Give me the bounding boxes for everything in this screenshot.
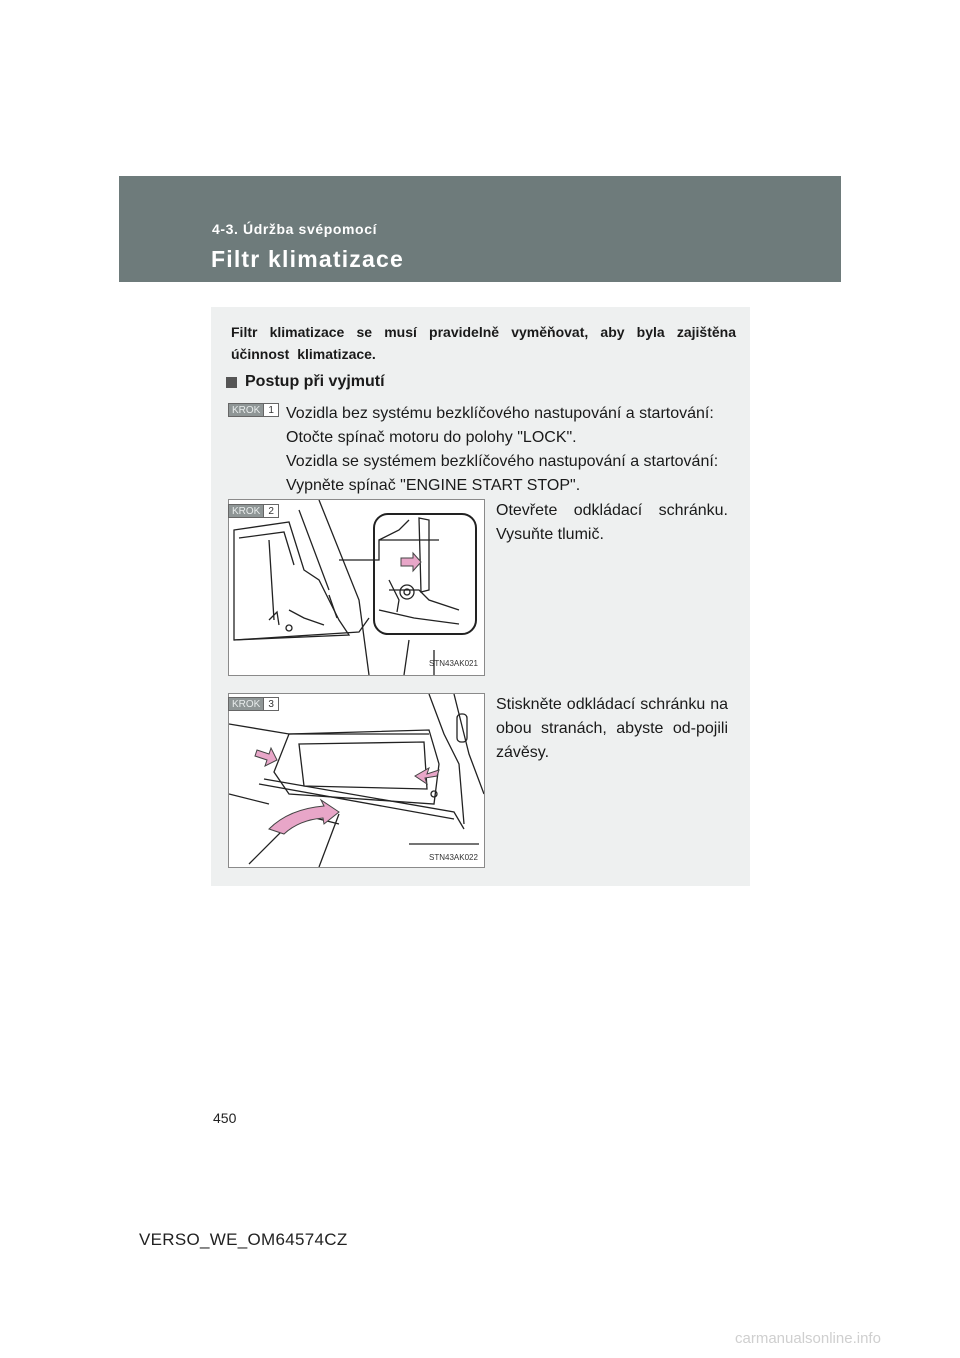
content-panel bbox=[211, 307, 750, 886]
step-badge-number: 3 bbox=[264, 697, 279, 711]
footer-code: VERSO_WE_OM64574CZ bbox=[139, 1230, 348, 1249]
page-number: 450 bbox=[213, 1110, 237, 1126]
square-bullet-icon bbox=[226, 377, 237, 388]
step-2-text: Otevřete odkládací schránku. Vysuňte tlumič. bbox=[496, 502, 728, 543]
step-badge-number: 2 bbox=[264, 504, 279, 518]
section-title: 4-3. Údržba svépomocí bbox=[212, 221, 378, 237]
watermark: carmanualsonline.info bbox=[735, 1330, 881, 1347]
lower-arrow-icon bbox=[269, 800, 339, 834]
step-1-line: Vozidla bez systému bezklíčového nastupování a startování: bbox=[286, 405, 714, 422]
step-3-text: Stiskněte odkládací schránku na obou stranách, abyste od-pojili závěsy. bbox=[496, 696, 728, 761]
push-arrow-left-icon bbox=[255, 748, 277, 766]
page-title: Filtr klimatizace bbox=[211, 246, 404, 272]
subheading-label: Postup při vyjmutí bbox=[245, 373, 385, 390]
step-1-text bbox=[286, 402, 736, 498]
chapter-header bbox=[119, 176, 841, 282]
step-1-line: Vypněte spínač "ENGINE START STOP". bbox=[286, 477, 581, 494]
intro-text: Filtr klimatizace se musí pravidelně vyměňovat, aby byla zajištěna účinnost klimatizace. bbox=[231, 324, 736, 362]
step-badge-1 bbox=[228, 403, 279, 417]
step-badge-number: 1 bbox=[264, 403, 279, 417]
subheading bbox=[226, 373, 385, 391]
step-badge-2 bbox=[228, 504, 279, 518]
step-1-line: Vozidla se systémem bezklíčového nastupování a startování: bbox=[286, 453, 719, 470]
figure-code-3: STN43AK022 bbox=[429, 853, 478, 862]
step-badge-label: KROK bbox=[228, 403, 264, 417]
step-1-line: Otočte spínač motoru do polohy "LOCK". bbox=[286, 429, 577, 446]
push-arrow-icon bbox=[401, 553, 421, 571]
step-badge-label: KROK bbox=[228, 697, 264, 711]
figure-step-2 bbox=[228, 499, 485, 676]
glovebox-hinge-illustration bbox=[229, 694, 484, 867]
step-badge-3 bbox=[228, 697, 279, 711]
step-badge-label: KROK bbox=[228, 504, 264, 518]
figure-step-3 bbox=[228, 693, 485, 868]
figure-code-2: STN43AK021 bbox=[429, 659, 478, 668]
glovebox-damper-illustration bbox=[229, 500, 484, 675]
